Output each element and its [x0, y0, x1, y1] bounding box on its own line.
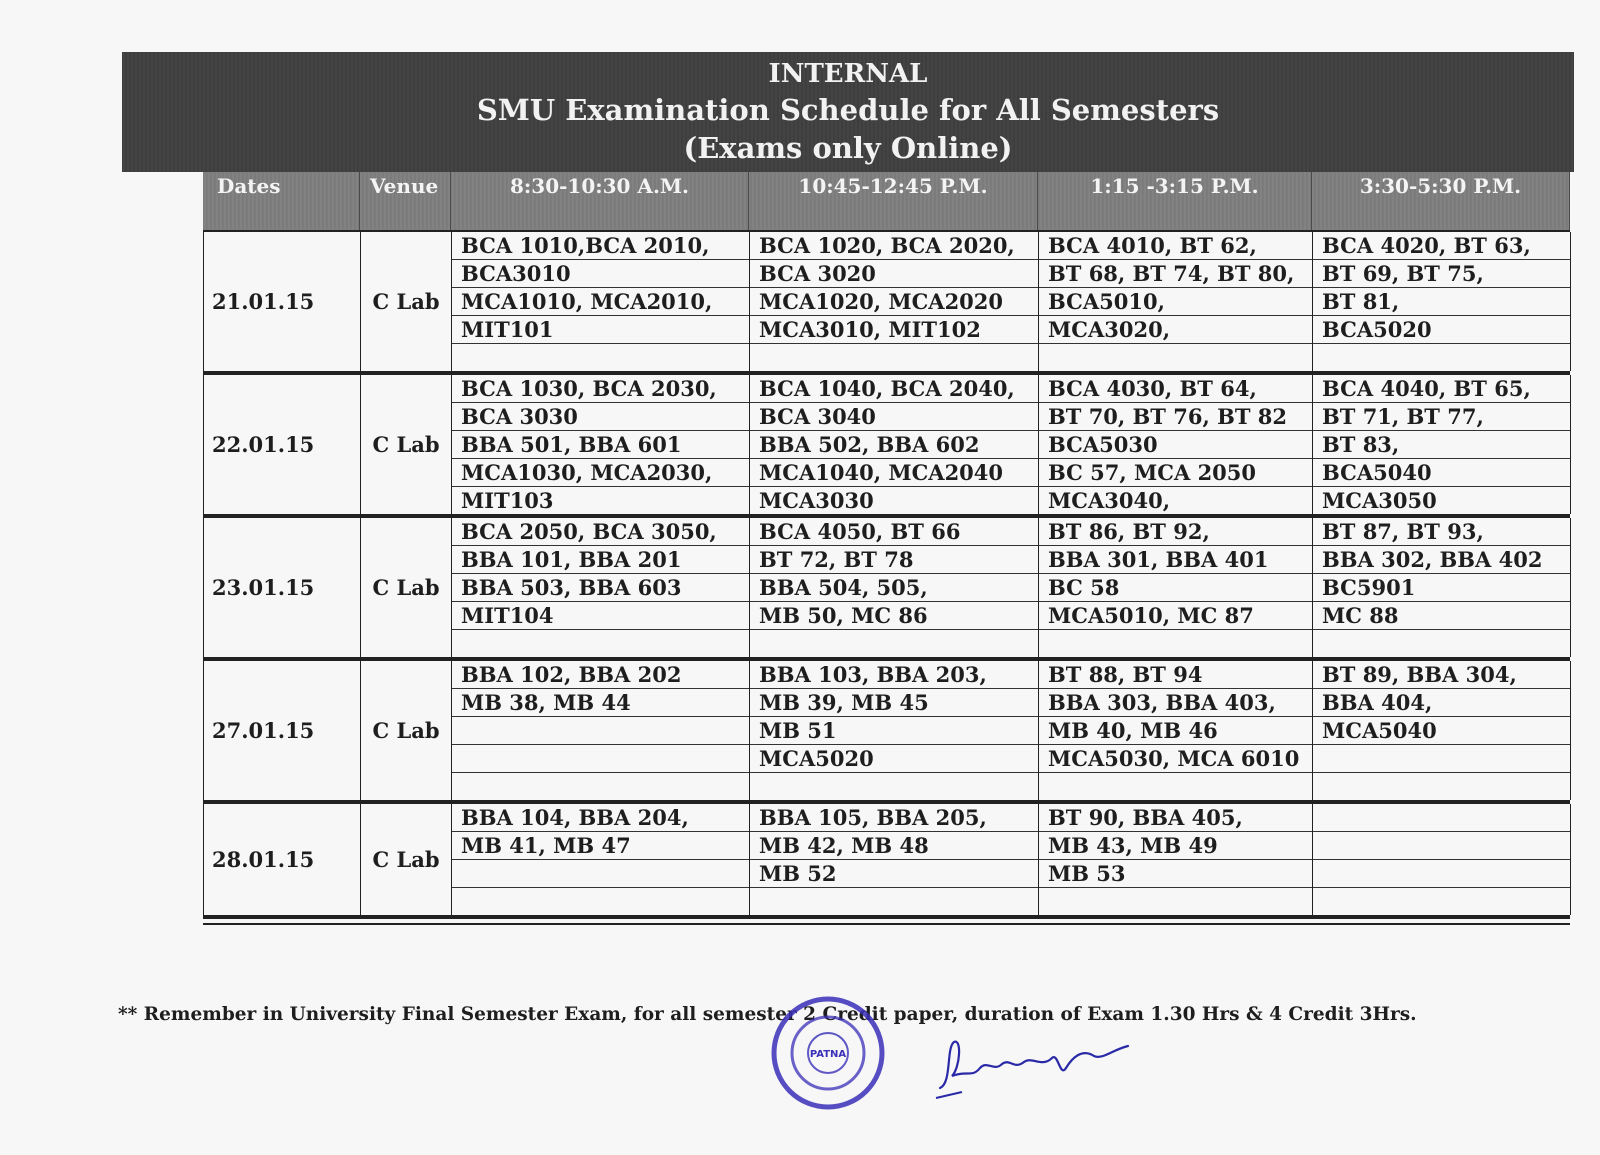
signature	[932, 1028, 1132, 1108]
paper-line	[452, 630, 749, 657]
paper-line: BC 58	[1039, 574, 1312, 602]
paper-line: MCA3020,	[1039, 316, 1312, 344]
paper-line: BBA 103, BBA 203,	[750, 661, 1038, 689]
paper-line: BT 90, BBA 405,	[1039, 804, 1312, 832]
slot-cell	[1039, 518, 1313, 657]
paper-line: BBA 503, BBA 603	[452, 574, 749, 602]
paper-line	[1313, 832, 1570, 860]
header-slot-3: 1:15 -3:15 P.M.	[1038, 172, 1312, 230]
paper-line: MIT101	[452, 316, 749, 344]
paper-line: BCA 4040, BT 65,	[1313, 375, 1570, 403]
paper-line: BT 89, BBA 304,	[1313, 661, 1570, 689]
paper-line: BT 87, BT 93,	[1313, 518, 1570, 546]
paper-line: BCA3010	[452, 260, 749, 288]
paper-line	[452, 860, 749, 888]
header-slot-1: 8:30-10:30 A.M.	[451, 172, 749, 230]
paper-line	[452, 773, 749, 800]
slot-cell	[750, 804, 1039, 915]
paper-line: BCA 4030, BT 64,	[1039, 375, 1312, 403]
paper-line: MB 50, MC 86	[750, 602, 1038, 630]
header-slot-4: 3:30-5:30 P.M.	[1312, 172, 1570, 230]
paper-line: BCA5040	[1313, 459, 1570, 487]
paper-line	[750, 630, 1038, 657]
slot-cell	[750, 232, 1039, 371]
date-group	[203, 375, 1570, 518]
paper-line: BT 71, BT 77,	[1313, 403, 1570, 431]
header-dates: Dates	[203, 172, 360, 230]
stamp-text: PATNA	[809, 1049, 847, 1060]
paper-line: BCA5020	[1313, 316, 1570, 344]
paper-line: MB 39, MB 45	[750, 689, 1038, 717]
date-cell: 23.01.15	[204, 518, 361, 657]
paper-line	[452, 717, 749, 745]
paper-line: BCA 1040, BCA 2040,	[750, 375, 1038, 403]
paper-line: BT 88, BT 94	[1039, 661, 1312, 689]
paper-line: BCA 4010, BT 62,	[1039, 232, 1312, 260]
paper-line: BCA5010,	[1039, 288, 1312, 316]
paper-line: BT 70, BT 76, BT 82	[1039, 403, 1312, 431]
paper-line: BC5901	[1313, 574, 1570, 602]
paper-line: MB 42, MB 48	[750, 832, 1038, 860]
date-group	[203, 518, 1570, 661]
paper-line: BBA 303, BBA 403,	[1039, 689, 1312, 717]
slot-cell	[452, 804, 750, 915]
paper-line: BT 72, BT 78	[750, 546, 1038, 574]
date-group	[203, 230, 1570, 375]
paper-line: MB 43, MB 49	[1039, 832, 1312, 860]
paper-line: BC 57, MCA 2050	[1039, 459, 1312, 487]
slot-cell	[750, 661, 1039, 800]
slot-cell	[1313, 518, 1571, 657]
table-bottom-rule	[203, 919, 1570, 925]
date-cell: 22.01.15	[204, 375, 361, 514]
paper-line	[750, 888, 1038, 915]
paper-line	[1313, 745, 1570, 773]
slot-cell	[750, 518, 1039, 657]
slot-cell	[452, 661, 750, 800]
paper-line: BBA 102, BBA 202	[452, 661, 749, 689]
title-main: SMU Examination Schedule for All Semesters	[476, 93, 1220, 127]
paper-line: MCA5030, MCA 6010	[1039, 745, 1312, 773]
venue-cell: C Lab	[361, 375, 452, 514]
paper-line: MCA5010, MC 87	[1039, 602, 1312, 630]
paper-line: MB 53	[1039, 860, 1312, 888]
paper-line: MCA3010, MIT102	[750, 316, 1038, 344]
slot-cell	[1039, 232, 1313, 371]
slot-cell	[1313, 661, 1571, 800]
header-venue: Venue	[360, 172, 451, 230]
title-subtitle: (Exams only Online)	[683, 131, 1013, 165]
header-slot-2: 10:45-12:45 P.M.	[749, 172, 1038, 230]
date-cell: 21.01.15	[204, 232, 361, 371]
paper-line	[750, 773, 1038, 800]
paper-line: BBA 502, BBA 602	[750, 431, 1038, 459]
paper-line: MCA5040	[1313, 717, 1570, 745]
paper-line: BBA 501, BBA 601	[452, 431, 749, 459]
paper-line: MC 88	[1313, 602, 1570, 630]
slot-cell	[750, 375, 1039, 514]
slot-cell	[1039, 804, 1313, 915]
paper-line: MCA1040, MCA2040	[750, 459, 1038, 487]
paper-line: MB 51	[750, 717, 1038, 745]
paper-line: BCA 1020, BCA 2020,	[750, 232, 1038, 260]
slot-cell	[452, 232, 750, 371]
paper-line: BT 69, BT 75,	[1313, 260, 1570, 288]
slot-cell	[452, 518, 750, 657]
paper-line: BT 83,	[1313, 431, 1570, 459]
venue-cell: C Lab	[361, 232, 452, 371]
slot-cell	[1313, 804, 1571, 915]
paper-line: BCA 4050, BT 66	[750, 518, 1038, 546]
paper-line: MCA1030, MCA2030,	[452, 459, 749, 487]
paper-line	[452, 344, 749, 371]
paper-line: MCA1010, MCA2010,	[452, 288, 749, 316]
paper-line	[1313, 630, 1570, 657]
paper-line: BBA 302, BBA 402	[1313, 546, 1570, 574]
paper-line: BCA 2050, BCA 3050,	[452, 518, 749, 546]
venue-cell: C Lab	[361, 804, 452, 915]
paper-line	[1039, 773, 1312, 800]
paper-line: MB 41, MB 47	[452, 832, 749, 860]
slot-cell	[1039, 375, 1313, 514]
paper-line: MIT104	[452, 602, 749, 630]
paper-line	[1313, 860, 1570, 888]
paper-line: MCA1020, MCA2020	[750, 288, 1038, 316]
title-internal: INTERNAL	[768, 59, 928, 89]
paper-line	[1313, 773, 1570, 800]
venue-cell: C Lab	[361, 661, 452, 800]
paper-line: MB 52	[750, 860, 1038, 888]
paper-line: MB 38, MB 44	[452, 689, 749, 717]
date-group	[203, 661, 1570, 804]
paper-line: BT 68, BT 74, BT 80,	[1039, 260, 1312, 288]
venue-cell: C Lab	[361, 518, 452, 657]
table-body	[203, 230, 1570, 919]
slot-cell	[1039, 661, 1313, 800]
date-cell: 27.01.15	[204, 661, 361, 800]
footer-note: ** Remember in University Final Semester Exam, for all semester 2 Credit paper, duration of Exam 1.30 Hrs & 4 Credit 3Hrs.	[118, 1004, 1417, 1025]
paper-line	[1313, 888, 1570, 915]
date-cell: 28.01.15	[204, 804, 361, 915]
paper-line: BBA 101, BBA 201	[452, 546, 749, 574]
paper-line	[1313, 344, 1570, 371]
paper-line: BT 86, BT 92,	[1039, 518, 1312, 546]
paper-line: MCA5020	[750, 745, 1038, 773]
paper-line: BCA 3030	[452, 403, 749, 431]
paper-line: BCA 4020, BT 63,	[1313, 232, 1570, 260]
paper-line: BCA 1030, BCA 2030,	[452, 375, 749, 403]
paper-line: MB 40, MB 46	[1039, 717, 1312, 745]
slot-cell	[452, 375, 750, 514]
paper-line: BCA 3040	[750, 403, 1038, 431]
title-banner	[122, 52, 1574, 172]
paper-line: BBA 104, BBA 204,	[452, 804, 749, 832]
date-group	[203, 804, 1570, 919]
paper-line: MCA3030	[759, 488, 874, 513]
paper-line: MIT103	[461, 488, 554, 513]
table-header	[203, 172, 1570, 230]
schedule-table	[203, 172, 1570, 925]
paper-line	[1039, 630, 1312, 657]
paper-line: BBA 301, BBA 401	[1039, 546, 1312, 574]
paper-line	[1039, 888, 1312, 915]
paper-line	[452, 745, 749, 773]
paper-line	[1313, 804, 1570, 832]
paper-line: MCA3040,	[1048, 488, 1171, 513]
paper-line	[750, 344, 1038, 371]
paper-line: BCA 1010,BCA 2010,	[452, 232, 749, 260]
paper-line	[1039, 344, 1312, 371]
slot-cell	[1313, 232, 1571, 371]
paper-line: BT 81,	[1313, 288, 1570, 316]
paper-line: BBA 105, BBA 205,	[750, 804, 1038, 832]
paper-line: BBA 504, 505,	[750, 574, 1038, 602]
paper-line: BCA5030	[1039, 431, 1312, 459]
slot-cell	[1313, 375, 1571, 514]
paper-line: BCA 3020	[750, 260, 1038, 288]
paper-line	[452, 888, 749, 915]
paper-line: BBA 404,	[1313, 689, 1570, 717]
office-stamp	[770, 995, 886, 1111]
paper-line: MCA3050	[1322, 488, 1437, 513]
